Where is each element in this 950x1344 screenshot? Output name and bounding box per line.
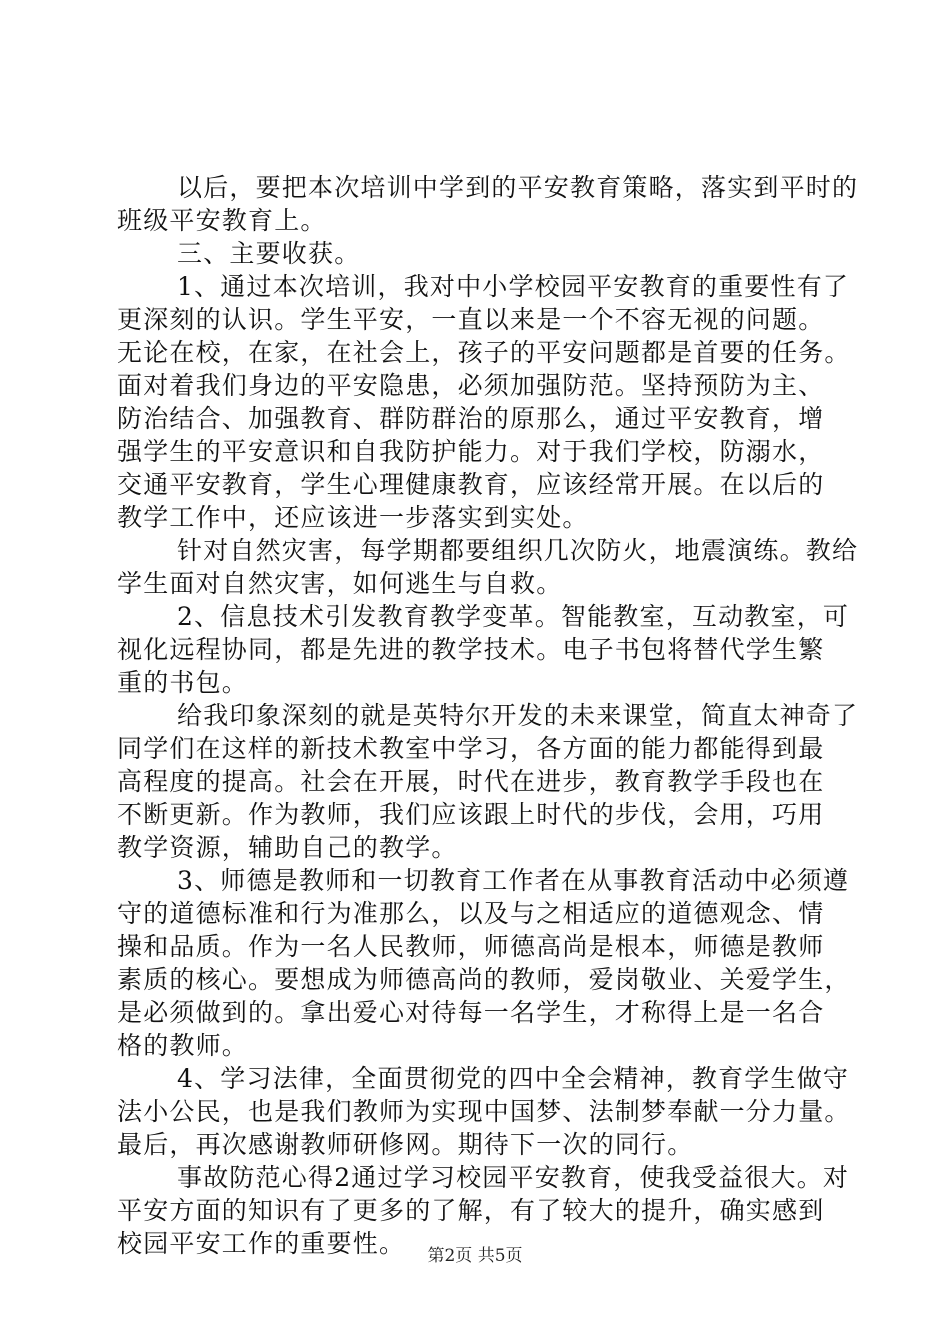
text-line: 最后，再次感谢教师研修网。期待下一次的同行。 [117, 1130, 694, 1159]
text-line: 3、师德是教师和一切教育工作者在从事教育活动中必须遵 [177, 866, 850, 895]
text-line: 1、通过本次培训，我对中小学校园平安教育的重要性有了 [177, 272, 850, 301]
page-footer: 第2页 共5页 [427, 1246, 523, 1266]
text-line: 格的教师。 [117, 1031, 249, 1060]
text-line: 强学生的平安意识和自我防护能力。对于我们学校，防溺水， [117, 437, 825, 466]
text-line: 高程度的提高。社会在开展，时代在进步，教育教学手段也在 [117, 767, 825, 796]
text-line: 平安方面的知识有了更多的了解，有了较大的提升，确实感到 [117, 1196, 825, 1225]
text-line: 4、学习法律，全面贯彻党的四中全会精神，教育学生做守 [177, 1064, 850, 1093]
text-line: 操和品质。作为一名人民教师，师德高尚是根本，师德是教师 [117, 932, 825, 961]
text-line: 面对着我们身边的平安隐患，必须加强防范。坚持预防为主、 [117, 371, 825, 400]
document-body [117, 171, 859, 1260]
text-line: 更深刻的认识。学生平安，一直以来是一个不容无视的问题。 [117, 305, 825, 334]
text-line: 教学工作中，还应该进一步落实到实处。 [117, 503, 589, 532]
text-line: 视化远程协同，都是先进的教学技术。电子书包将替代学生繁 [117, 635, 825, 664]
text-line: 以后，要把本次培训中学到的平安教育策略，落实到平时的 [177, 173, 859, 202]
text-line: 三、主要收获。 [177, 239, 361, 268]
text-line: 给我印象深刻的就是英特尔开发的未来课堂，简直太神奇了 [177, 701, 859, 730]
text-line: 法小公民，也是我们教师为实现中国梦、法制梦奉献一分力量。 [117, 1097, 851, 1126]
text-line: 校园平安工作的重要性。 [117, 1229, 406, 1258]
text-line: 同学们在这样的新技术教室中学习，各方面的能力都能得到最 [117, 734, 825, 763]
text-line: 班级平安教育上。 [117, 206, 327, 235]
text-line: 2、信息技术引发教育教学变革。智能教室，互动教室，可 [177, 602, 850, 631]
text-line: 是必须做到的。拿出爱心对待每一名学生，才称得上是一名合 [117, 998, 825, 1027]
text-line: 事故防范心得2通过学习校园平安教育，使我受益很大。对 [177, 1163, 850, 1192]
text-line: 学生面对自然灾害，如何逃生与自救。 [117, 569, 563, 598]
text-line: 无论在校，在家，在社会上，孩子的平安问题都是首要的任务。 [117, 338, 851, 367]
text-line: 素质的核心。要想成为师德高尚的教师，爱岗敬业、关爱学生， [117, 965, 851, 994]
text-line: 不断更新。作为教师，我们应该跟上时代的步伐，会用，巧用 [117, 800, 825, 829]
text-line: 交通平安教育，学生心理健康教育，应该经常开展。在以后的 [117, 470, 825, 499]
text-line: 防治结合、加强教育、群防群治的原那么，通过平安教育，增 [117, 404, 825, 433]
text-line: 针对自然灾害，每学期都要组织几次防火，地震演练。教给 [177, 536, 859, 565]
text-line: 守的道德标准和行为准那么，以及与之相适应的道德观念、情 [117, 899, 825, 928]
text-line: 重的书包。 [117, 668, 249, 697]
text-line: 教学资源，辅助自己的教学。 [117, 833, 458, 862]
